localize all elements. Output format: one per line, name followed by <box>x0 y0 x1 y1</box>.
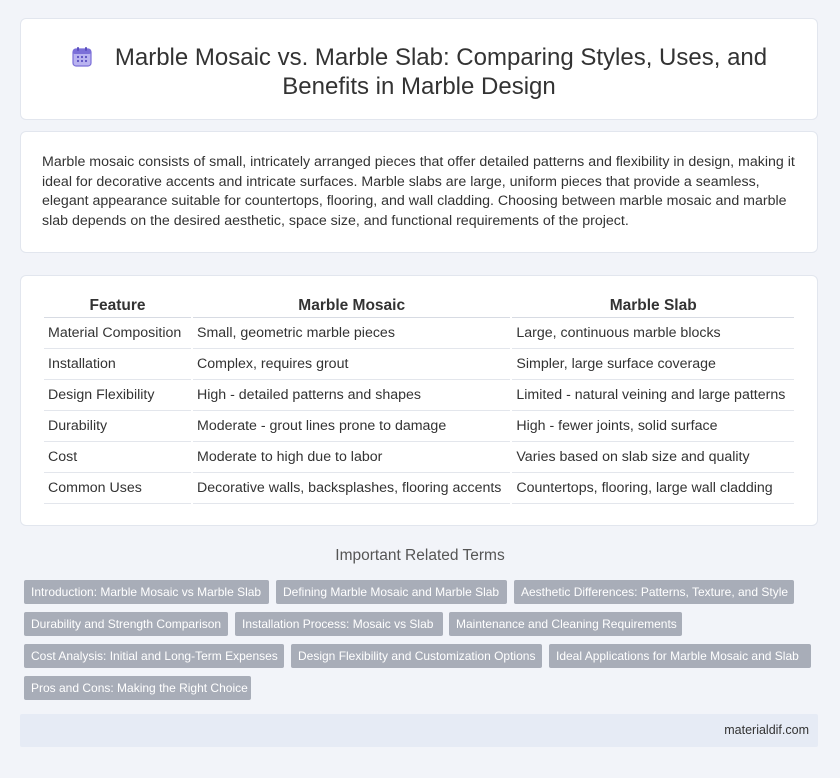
table-cell: Moderate to high due to labor <box>193 442 510 473</box>
table-cell: Material Composition <box>44 318 191 349</box>
intro-card <box>20 131 818 253</box>
table-cell: Moderate - grout lines prone to damage <box>193 411 510 442</box>
table-cell: High - detailed patterns and shapes <box>193 380 510 411</box>
table-cell: Varies based on slab size and quality <box>512 442 794 473</box>
table-header-row <box>44 295 794 318</box>
table-cell: Cost <box>44 442 191 473</box>
table-cell: Design Flexibility <box>44 380 191 411</box>
title-line-2: Benefits in Marble Design <box>282 73 556 100</box>
calendar-icon <box>71 46 93 68</box>
table-cell: Common Uses <box>44 473 191 504</box>
header-feature: Feature <box>44 295 191 318</box>
comparison-card <box>20 275 818 526</box>
table-row <box>44 349 794 380</box>
related-tag[interactable]: Defining Marble Mosaic and Marble Slab <box>276 580 507 604</box>
table-cell: Limited - natural veining and large patterns <box>512 380 794 411</box>
table-cell: Installation <box>44 349 191 380</box>
title-line-1: Marble Mosaic vs. Marble Slab: Comparing Styles, Uses, and <box>114 44 768 71</box>
table-row <box>44 411 794 442</box>
table-cell: High - fewer joints, solid surface <box>512 411 794 442</box>
footer-site-link[interactable]: materialdif.com <box>724 723 809 737</box>
related-tag[interactable]: Cost Analysis: Initial and Long-Term Expenses <box>24 644 284 668</box>
footer <box>20 714 818 747</box>
related-terms-title: Important Related Terms <box>335 547 505 564</box>
table-cell: Small, geometric marble pieces <box>193 318 510 349</box>
table-cell: Durability <box>44 411 191 442</box>
table-row <box>44 442 794 473</box>
related-tag[interactable]: Installation Process: Mosaic vs Slab <box>235 612 443 636</box>
table-cell: Complex, requires grout <box>193 349 510 380</box>
page-title <box>21 43 817 101</box>
table-cell: Simpler, large surface coverage <box>512 349 794 380</box>
table-cell: Large, continuous marble blocks <box>512 318 794 349</box>
header-marble-mosaic: Marble Mosaic <box>193 295 510 318</box>
related-tag[interactable]: Introduction: Marble Mosaic vs Marble Slab <box>24 580 269 604</box>
title-card <box>20 18 818 120</box>
related-tag[interactable]: Pros and Cons: Making the Right Choice <box>24 676 251 700</box>
related-tag[interactable]: Maintenance and Cleaning Requirements <box>449 612 682 636</box>
table-row <box>44 318 794 349</box>
related-tag[interactable]: Durability and Strength Comparison <box>24 612 228 636</box>
related-tag[interactable]: Aesthetic Differences: Patterns, Texture, and Style <box>514 580 794 604</box>
table-row <box>44 473 794 504</box>
related-tag[interactable]: Design Flexibility and Customization Options <box>291 644 542 668</box>
table-cell: Decorative walls, backsplashes, flooring accents <box>193 473 510 504</box>
related-tag[interactable]: Ideal Applications for Marble Mosaic and Slab <box>549 644 811 668</box>
table-cell: Countertops, flooring, large wall cladding <box>512 473 794 504</box>
header-marble-slab: Marble Slab <box>512 295 794 318</box>
intro-paragraph: Marble mosaic consists of small, intricately arranged pieces that offer detailed patterns and flexibility in design, making it ideal for decorative accents and intricate surfaces. Marble slabs are large, uniform pieces that provide a seamless, elegant appearance suitable for countertops, flooring, and wall cladding. Choosing between marble mosaic and marble slab depends on the desired aesthetic, space size, and functional requirements of the project. <box>42 154 795 229</box>
comparison-table <box>42 295 796 504</box>
table-row <box>44 380 794 411</box>
